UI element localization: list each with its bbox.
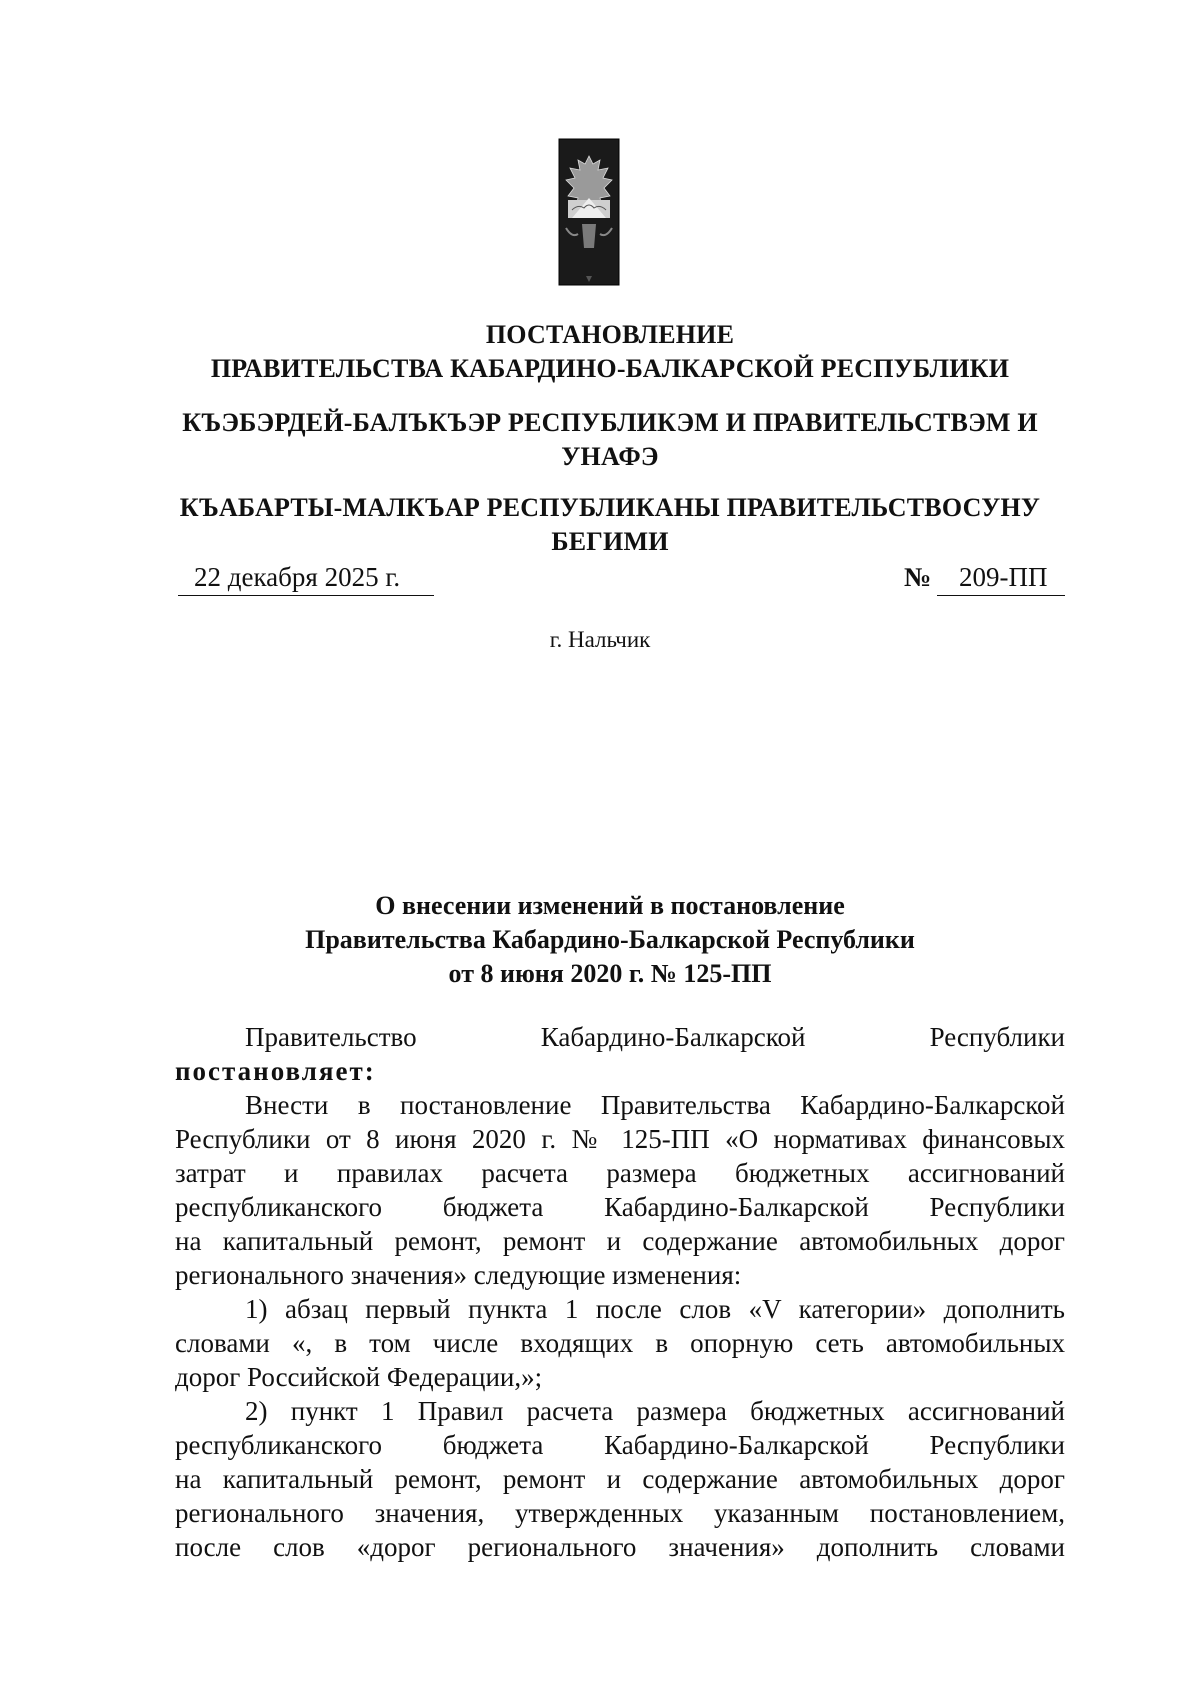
balkar-line-2: БЕГИМИ [551,527,669,556]
balkar-heading [160,491,1060,559]
lead-line [175,1020,1065,1054]
p3-line: после слов «дорог регионального значения» дополнить словами [175,1532,1065,1562]
p3-line: 2) пункт 1 Правил расчета размера бюджетных ассигнований [245,1396,1065,1426]
paragraph-2 [175,1292,1065,1394]
document-date: 22 декабря 2025 г. [178,560,434,596]
decree-word: постановляет: [175,1056,376,1086]
lead-word-3: Республики [929,1022,1066,1052]
city: г. Нальчик [549,627,651,652]
kabardian-heading [160,406,1060,474]
title-line-2: Правительства Кабардино-Балкарской Республики [305,925,915,954]
kabardian-line-1: КЪЭБЭРДЕЙ-БАЛЪКЪЭР РЕСПУБЛИКЭМ И ПРАВИТЕЛЬСТВЭМ И [182,408,1038,437]
title-line-3: от 8 июня 2020 г. № 125-ПП [448,959,772,988]
heading-line-1: ПОСТАНОВЛЕНИЕ [485,320,735,349]
p3-line: республиканского бюджета Кабардино-Балкарской Республики [175,1430,1065,1460]
balkar-line-1: КЪАБАРТЫ-МАЛКЪАР РЕСПУБЛИКАНЫ ПРАВИТЕЛЬСТВОСУНУ [179,493,1041,522]
p1-line: Внести в постановление Правительства Кабардино-Балкарской [245,1090,1065,1120]
kabardian-line-2: УНАФЭ [561,442,659,471]
document-body [175,1020,1065,1564]
paragraph-3 [175,1394,1065,1564]
p2-line: словами «, в том числе входящих в опорную сеть автомобильных [175,1328,1065,1358]
p1-line: Республики от 8 июня 2020 г. № 125-ПП «О нормативах финансовых [175,1124,1065,1154]
paragraph-1 [175,1088,1065,1292]
lead-word-2: Кабардино-Балкарской [540,1022,806,1052]
p3-line: регионального значения, утвержденных указанным постановлением, [175,1498,1065,1528]
decree-line [175,1054,1065,1088]
p3-line: на капитальный ремонт, ремонт и содержание автомобильных дорог [175,1464,1065,1494]
lead-word-1: Правительство [245,1022,417,1052]
p1-line: регионального значения» следующие изменения: [175,1260,742,1290]
document-heading [160,318,1060,386]
document-number: 209-ПП [937,560,1065,596]
document-title [160,889,1060,991]
p1-line: республиканского бюджета Кабардино-Балкарской Республики [175,1192,1065,1222]
number-label: № [904,562,932,592]
coat-of-arms-icon [558,138,620,286]
heading-line-2: ПРАВИТЕЛЬСТВА КАБАРДИНО-БАЛКАРСКОЙ РЕСПУБЛИКИ [210,354,1010,383]
title-line-1: О внесении изменений в постановление [375,891,845,920]
p1-line: затрат и правилах расчета размера бюджетных ассигнований [175,1158,1065,1188]
p1-line: на капитальный ремонт, ремонт и содержание автомобильных дорог [175,1226,1065,1256]
p2-line: дорог Российской Федерации,»; [175,1362,543,1392]
p2-line: 1) абзац первый пункта 1 после слов «V категории» дополнить [245,1294,1065,1324]
